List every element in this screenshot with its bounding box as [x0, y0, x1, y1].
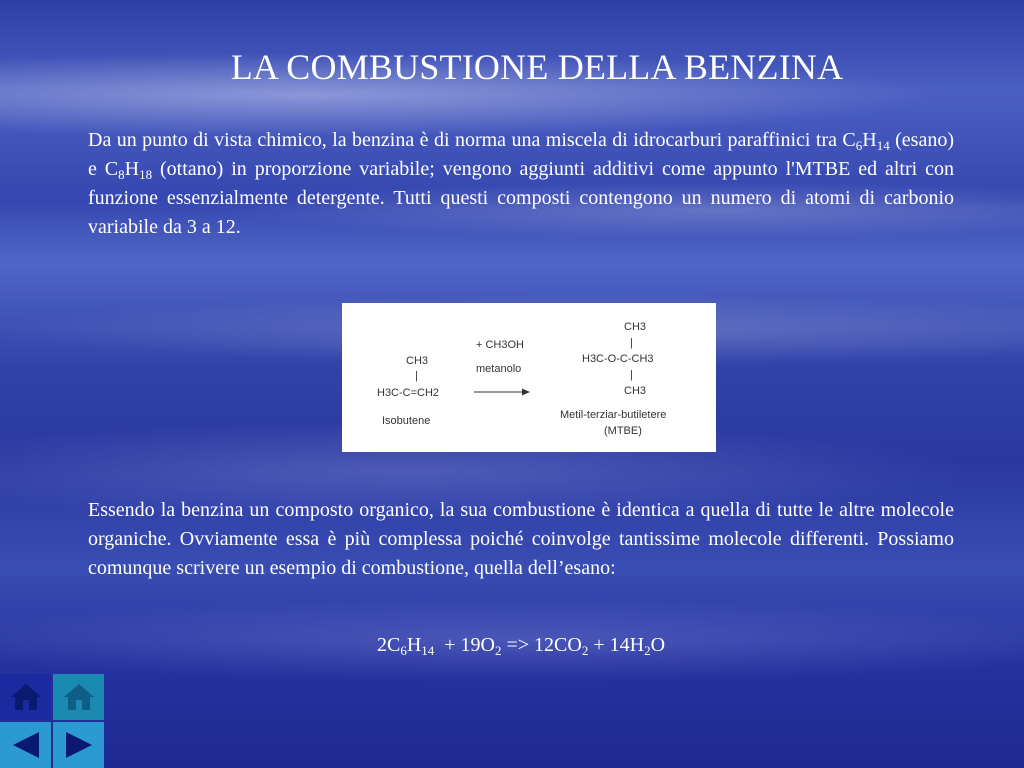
reagent-name: metanolo [476, 363, 522, 375]
paragraph-composition: Da un punto di vista chimico, la benzina è di norma una miscela di idrocarburi paraffinici tra $C_6H_{14}$ (esano) e $C_8H_{18}$ (ottano) in proporzione variabile; vengono aggiunti additivi come appunto l'MTBE ed altri con funzione essenzialmente detergente. Tutti questi composti contengono un numero di atomi di carbonio variabile da 3 a 12. [88, 129, 955, 238]
slide-title: LA COMBUSTIONE DELLA BENZINA [230, 47, 844, 87]
isobutene-label: Isobutene [382, 415, 431, 427]
home-icon [62, 682, 96, 712]
previous-slide-button[interactable] [0, 722, 51, 768]
mtbe-reaction-diagram [342, 303, 716, 452]
isobutene-bond: | [415, 370, 418, 382]
triangle-left-icon [9, 730, 43, 760]
reaction-arrow [472, 387, 532, 397]
paragraph-combustion: Essendo la benzina un composto organico, la sua combustione è identica a quella di tutte le altre molecole organiche. Ovviamente essa è più complessa poiché coinvolge tantissime molecole differenti. Possiamo comunque scrivere un esempio di combustione, quella dell’esano: [88, 499, 954, 579]
mtbe-bottom: CH3 [624, 385, 647, 397]
home-button[interactable] [0, 674, 51, 720]
mtbe-name: Metil-terziar-butiletere [560, 409, 667, 421]
next-slide-button[interactable] [53, 722, 104, 768]
mtbe-bond-top: | [630, 337, 633, 349]
mtbe-top: CH3 [624, 321, 647, 333]
triangle-right-icon [62, 730, 96, 760]
combustion-equation: $2C_6H_{14} + 19O_2 => 12CO_2 + 14H_2O$ [376, 634, 666, 658]
reagent-label: + CH3OH [476, 339, 524, 351]
mtbe-formula: H3C-O-C-CH3 [582, 353, 654, 365]
isobutene-ch3: CH3 [406, 355, 429, 367]
mtbe-abbr: (MTBE) [604, 425, 642, 437]
home-alt-button[interactable] [53, 674, 104, 720]
mtbe-bond-bottom: | [630, 369, 633, 381]
isobutene-formula: H3C-C=CH2 [377, 387, 440, 399]
home-icon [9, 682, 43, 712]
